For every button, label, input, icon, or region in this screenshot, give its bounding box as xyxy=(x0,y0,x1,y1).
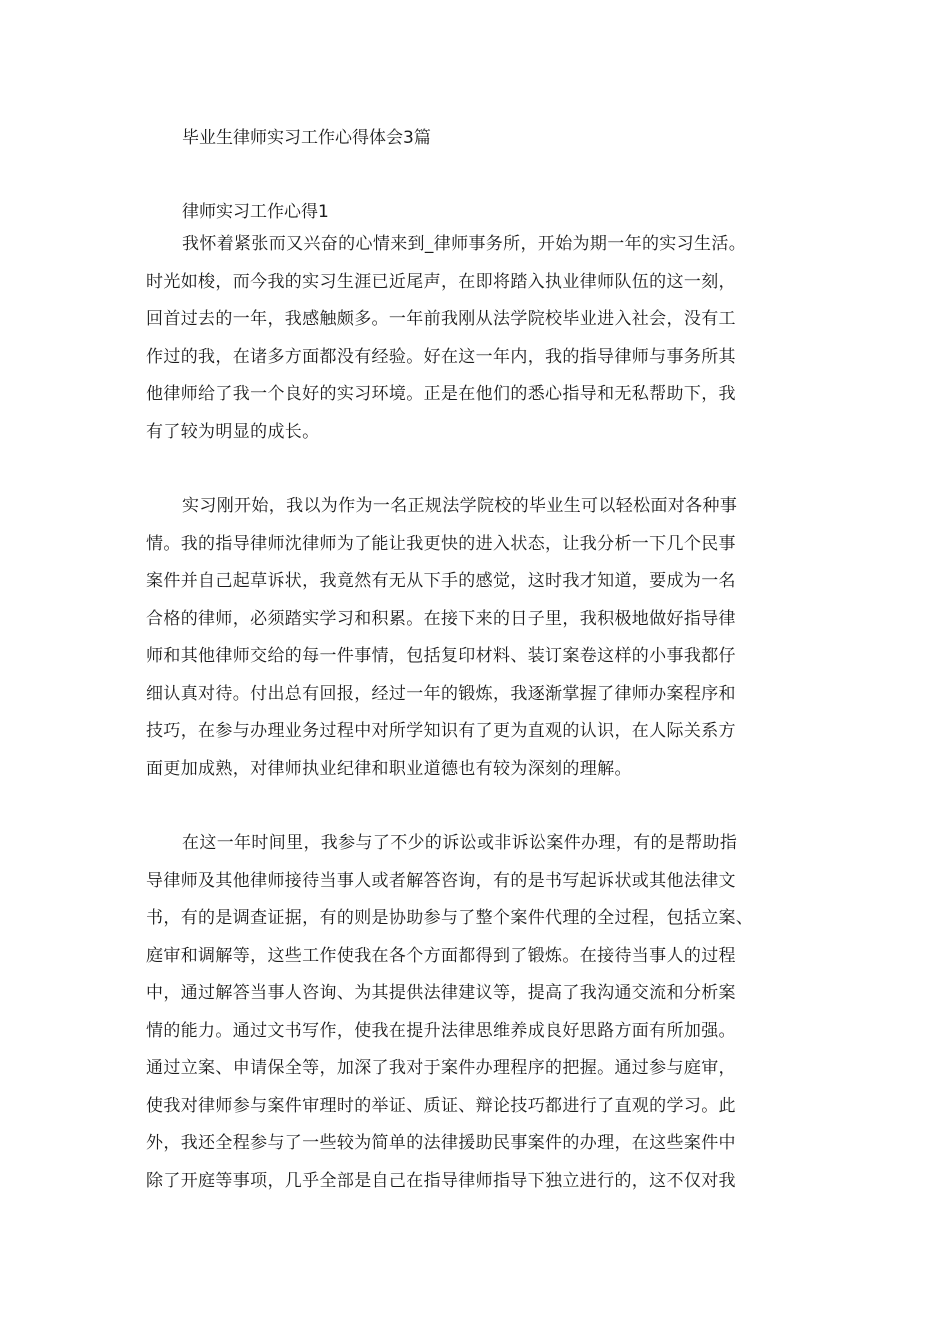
paragraph-line: 除了开庭等事项，几乎全部是自己在指导律师指导下独立进行的，这不仅对我 xyxy=(146,1170,736,1191)
paragraph-line: 使我对律师参与案件审理时的举证、质证、辩论技巧都进行了直观的学习。此 xyxy=(146,1095,736,1116)
paragraph-line: 技巧，在参与办理业务过程中对所学知识有了更为直观的认识，在人际关系方 xyxy=(146,721,736,741)
section-heading: 律师实习工作心得1 xyxy=(182,202,329,222)
paragraph-line: 面更加成熟，对律师执业纪律和职业道德也有较为深刻的理解。 xyxy=(146,758,632,779)
paragraph-line: 案件并自己起草诉状，我竟然有无从下手的感觉，这时我才知道，要成为一名 xyxy=(146,571,736,591)
paragraph-line: 细认真对待。付出总有回报，经过一年的锻炼，我逐渐掌握了律师办案程序和 xyxy=(146,683,736,704)
paragraph-line: 有了较为明显的成长。 xyxy=(146,421,320,442)
paragraph-line: 他律师给了我一个良好的实习环境。正是在他们的悉心指导和无私帮助下，我 xyxy=(146,384,736,404)
paragraph-line: 庭审和调解等，这些工作使我在各个方面都得到了锻炼。在接待当事人的过程 xyxy=(146,945,736,966)
paragraph-line: 作过的我，在诸多方面都没有经验。好在这一年内，我的指导律师与事务所其 xyxy=(146,346,736,367)
paragraph-line: 导律师及其他律师接待当事人或者解答咨询，有的是书写起诉状或其他法律文 xyxy=(146,870,736,891)
paragraph-line: 书，有的是调查证据，有的则是协助参与了整个案件代理的全过程，包括立案、 xyxy=(146,908,754,928)
paragraph-line: 通过立案、申请保全等，加深了我对于案件办理程序的把握。通过参与庭审， xyxy=(146,1058,736,1078)
paragraph-line: 情。我的指导律师沈律师为了能让我更快的进入状态，让我分析一下几个民事 xyxy=(146,533,736,554)
paragraph-line: 外，我还全程参与了一些较为简单的法律援助民事案件的办理，在这些案件中 xyxy=(146,1133,736,1153)
paragraph-2 xyxy=(146,488,806,788)
paragraph-line: 合格的律师，必须踏实学习和积累。在接下来的日子里，我积极地做好指导律 xyxy=(146,608,736,629)
paragraph-line: 师和其他律师交给的每一件事情，包括复印材料、装订案卷这样的小事我都仔 xyxy=(146,646,736,666)
paragraph-line: 我怀着紧张而又兴奋的心情来到_律师事务所，开始为期一年的实习生活。 xyxy=(182,234,747,254)
paragraph-line: 在这一年时间里，我参与了不少的诉讼或非诉讼案件办理，有的是帮助指 xyxy=(182,833,738,853)
paragraph-1 xyxy=(146,226,806,451)
paragraph-line: 时光如梭，而今我的实习生涯已近尾声，在即将踏入执业律师队伍的这一刻， xyxy=(146,271,736,292)
paragraph-line: 实习刚开始，我以为作为一名正规法学院校的毕业生可以轻松面对各种事 xyxy=(182,496,738,516)
paragraph-line: 情的能力。通过文书写作，使我在提升法律思维养成良好思路方面有所加强。 xyxy=(146,1020,736,1041)
paragraph-3 xyxy=(146,825,806,1200)
paragraph-line: 中，通过解答当事人咨询、为其提供法律建议等，提高了我沟通交流和分析案 xyxy=(146,983,736,1003)
document-title: 毕业生律师实习工作心得体会3篇 xyxy=(182,128,431,148)
paragraph-line: 回首过去的一年，我感触颇多。一年前我刚从法学院校毕业进入社会，没有工 xyxy=(146,309,736,329)
